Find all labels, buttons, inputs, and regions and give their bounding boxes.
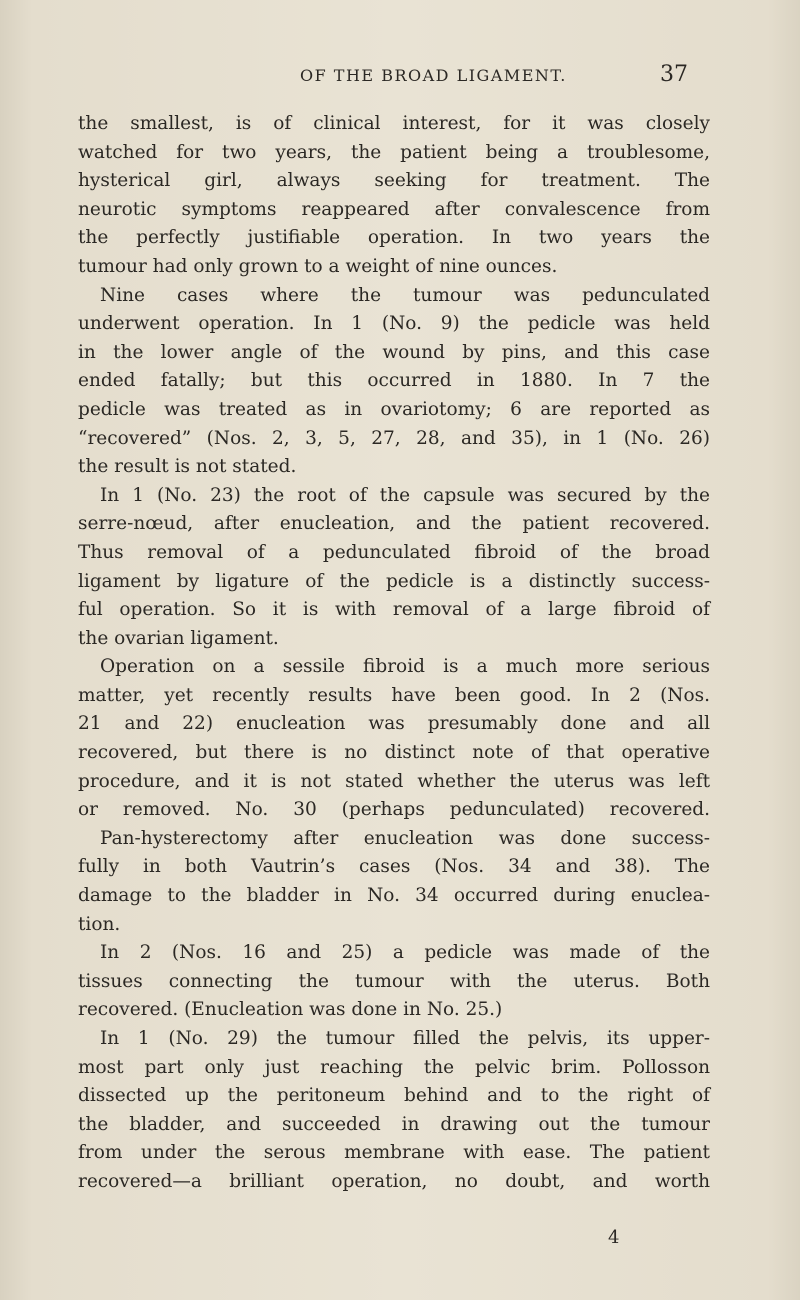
text-line: procedure, and it is not stated whether the uterus was left (78, 770, 710, 792)
text-line: In 2 (Nos. 16 and 25) a pedicle was made of the (100, 942, 710, 964)
text-line: Thus removal of a pedunculated fibroid of the broad (78, 541, 710, 563)
text-line: matter, yet recently results have been good. In 2 (Nos. (78, 684, 710, 706)
text-line: recovered, but there is no distinct note of that operative (78, 742, 710, 764)
text-line: Nine cases where the tumour was pedunculated (100, 284, 710, 306)
text-line: 21 and 22) enucleation was presumably done and all (78, 713, 710, 735)
text-line: the perfectly justifiable operation. In two years the (78, 227, 710, 249)
text-line: In 1 (No. 29) the tumour filled the pelvis, its upper- (100, 1028, 710, 1049)
text-line: or removed. No. 30 (perhaps pedunculated) recovered. (78, 799, 710, 821)
text-line: neurotic symptoms reappeared after convalescence from (78, 198, 710, 220)
text-line: tion. (78, 913, 121, 935)
text-line: recovered. (Enucleation was done in No. 25.) (78, 999, 503, 1021)
text-line: the bladder, and succeeded in drawing out the tumour (78, 1113, 710, 1135)
text-line: the result is not stated. (78, 456, 297, 478)
text-line: In 1 (No. 23) the root of the capsule was secured by the (100, 484, 710, 506)
text-line: “recovered” (Nos. 2, 3, 5, 27, 28, and 35), in 1 (No. 26) (78, 427, 710, 449)
text-line: from under the serous membrane with ease. The patient (78, 1142, 710, 1164)
signature-mark: 4 (608, 1227, 620, 1248)
text-line: in the lower angle of the wound by pins, and this case (78, 341, 710, 363)
body-text (78, 110, 710, 1197)
running-head (0, 64, 800, 88)
text-line: ended fatally; but this occurred in 1880. In 7 the (78, 370, 710, 392)
text-line: recovered—a brilliant operation, no doubt, and worth (78, 1170, 710, 1192)
text-line: the ovarian ligament. (78, 627, 279, 649)
text-line: the smallest, is of clinical interest, for it was closely (78, 113, 710, 134)
text-line: ligament by ligature of the pedicle is a distinctly success- (78, 570, 710, 592)
page-number: 37 (660, 62, 688, 87)
text-line: most part only just reaching the pelvic brim. Pollosson (78, 1056, 710, 1078)
text-line: ful operation. So it is with removal of a large fibroid of (78, 599, 710, 621)
text-line: underwent operation. In 1 (No. 9) the pedicle was held (78, 313, 710, 335)
text-line: Pan-hysterectomy after enucleation was done success- (100, 827, 710, 849)
text-line: dissected up the peritoneum behind and to the right of (78, 1085, 710, 1107)
text-line: fully in both Vautrin’s cases (Nos. 34 and 38). The (78, 856, 710, 878)
text-line: tissues connecting the tumour with the uterus. Both (78, 970, 710, 992)
text-line: damage to the bladder in No. 34 occurred during enuclea- (78, 885, 710, 907)
text-line: pedicle was treated as in ovariotomy; 6 are reported as (78, 398, 710, 420)
running-head-title: OF THE BROAD LIGAMENT. (300, 66, 567, 85)
text-line: serre-nœud, after enucleation, and the patient recovered. (78, 513, 710, 535)
text-line: hysterical girl, always seeking for treatment. The (78, 170, 710, 192)
text-line: tumour had only grown to a weight of nine ounces. (78, 255, 558, 277)
text-line: watched for two years, the patient being a troublesome, (78, 141, 710, 163)
text-line: Operation on a sessile fibroid is a much more serious (100, 656, 710, 678)
